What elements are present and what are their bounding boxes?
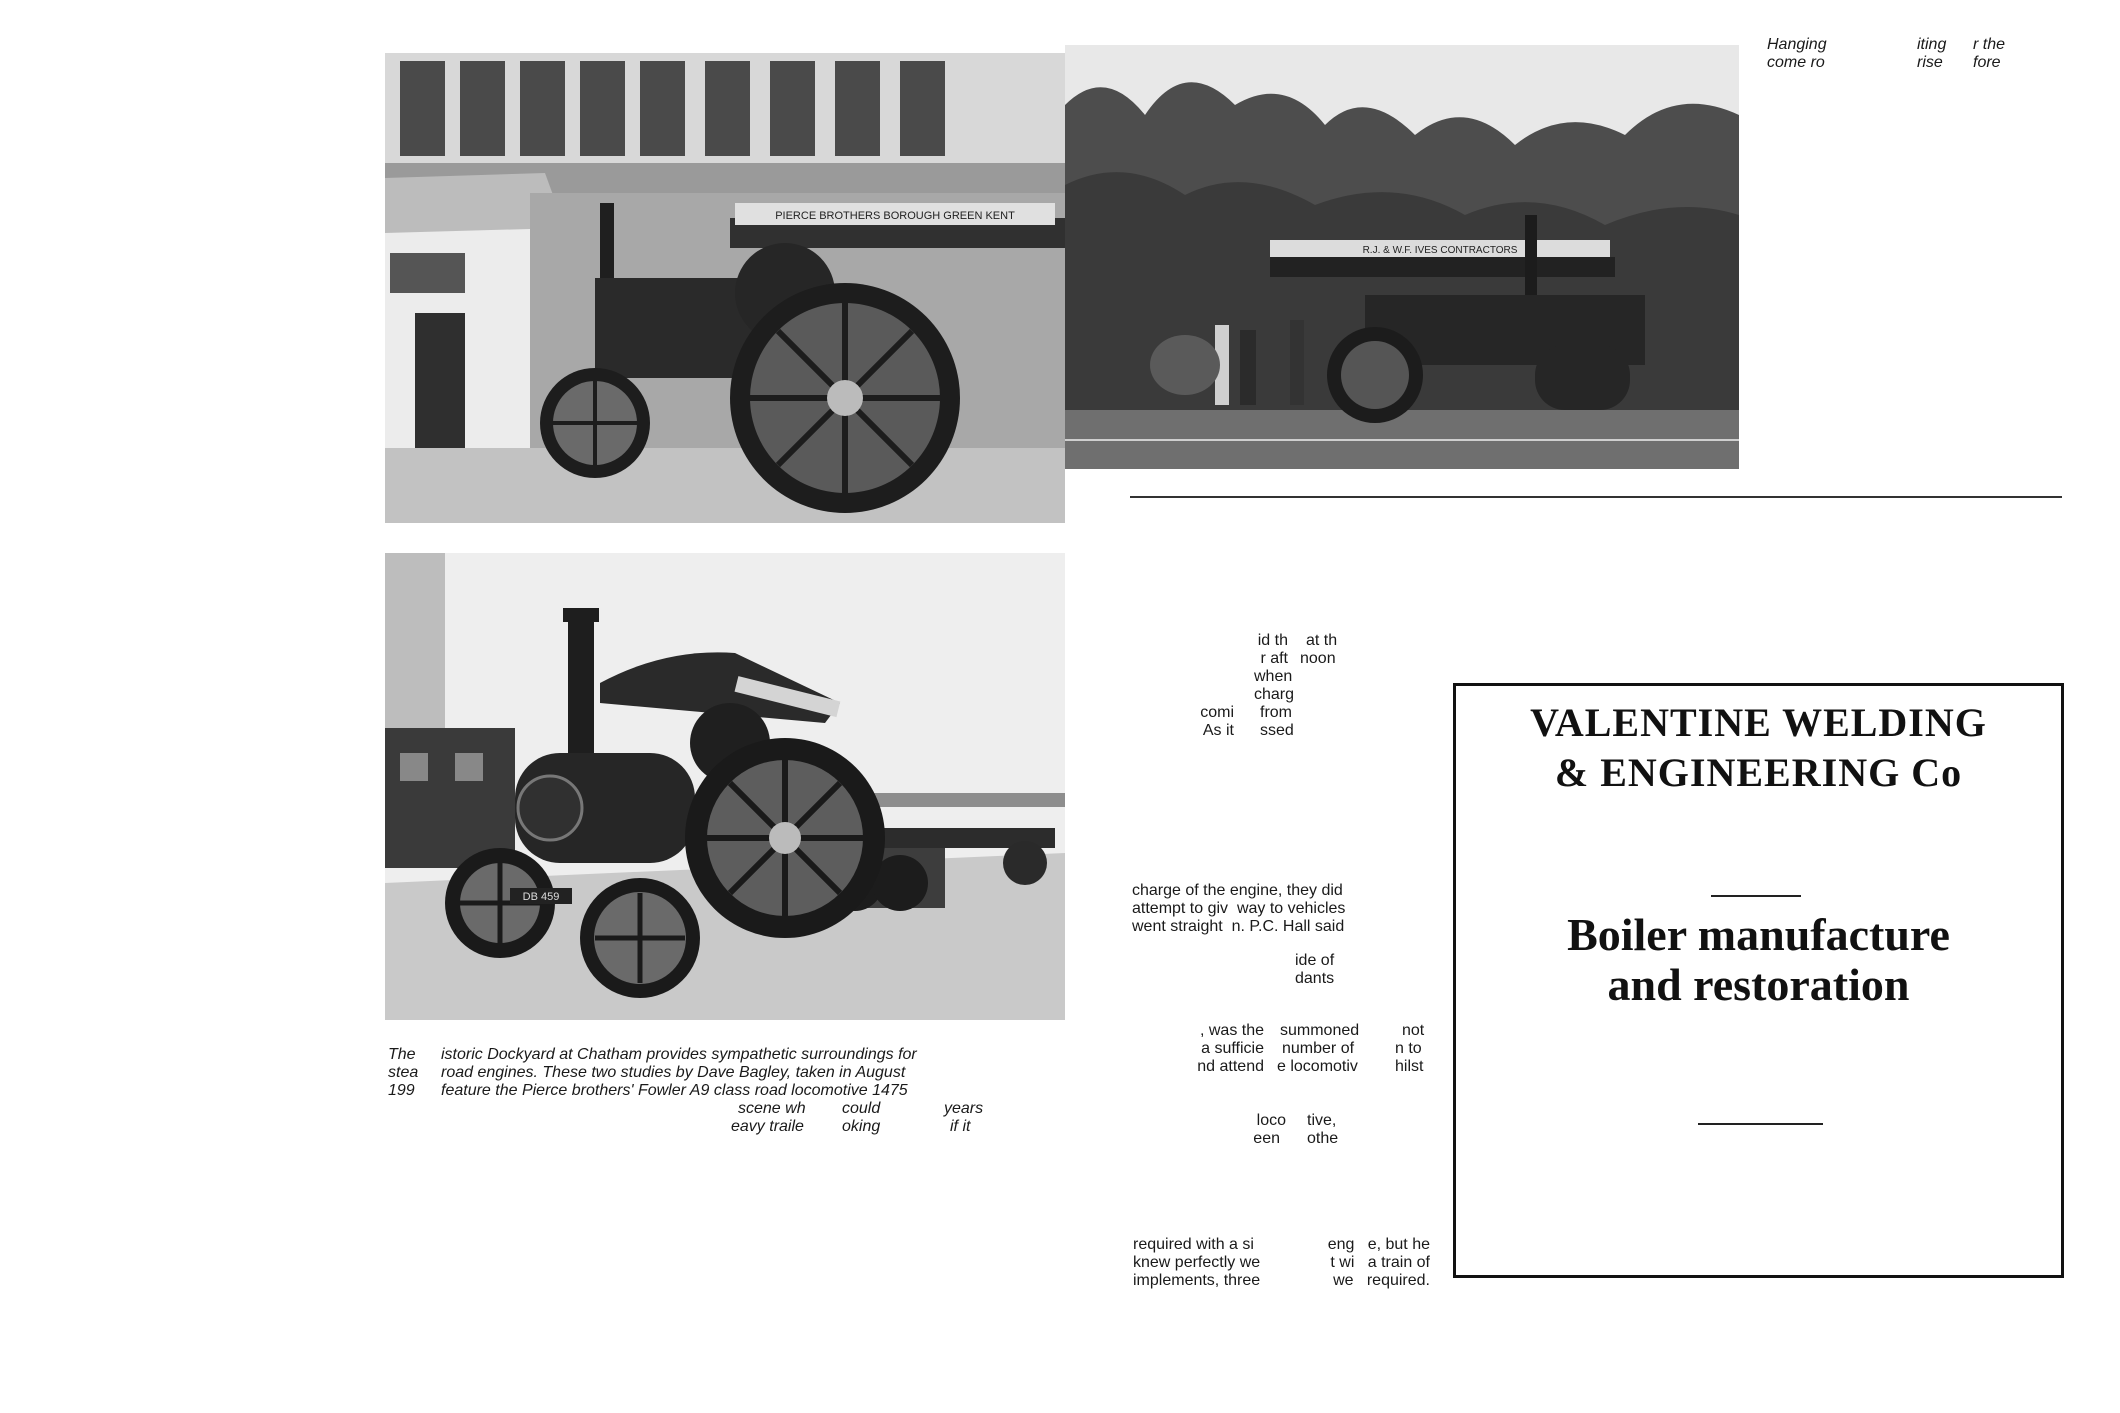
article-fragment: comi <box>1200 704 1234 721</box>
fragment-iting: iting <box>1917 36 1947 53</box>
advertiser-name-line-1: VALENTINE WELDING <box>1530 700 1987 745</box>
article-fragment: when <box>1254 668 1293 685</box>
article-fragment: required with a si <box>1133 1236 1254 1253</box>
fragment-hanging: Hanging <box>1767 36 1827 53</box>
article-fragment: nd attend <box>1197 1058 1264 1075</box>
article-fragment: n to <box>1395 1040 1422 1057</box>
svg-text:R.J. & W.F. IVES CONTRACTORS: R.J. & W.F. IVES CONTRACTORS <box>1362 245 1518 256</box>
chatham-shed-photo <box>385 53 1065 523</box>
caption-line-5-a: eavy traile <box>731 1118 804 1135</box>
advertiser-name <box>1456 698 2061 798</box>
article-fragment: noon <box>1300 650 1336 667</box>
fragment-fore: fore <box>1973 54 2001 71</box>
article-fragment: , was the <box>1199 1022 1264 1039</box>
advertiser-name-line-2: & ENGINEERING Co <box>1554 750 1963 795</box>
advert-rule-bottom <box>1698 1123 1823 1125</box>
fragment-rise: rise <box>1917 54 1943 71</box>
caption-line-4-a: scene wh <box>738 1100 806 1117</box>
article-line: attempt to giv way to vehicles <box>1132 900 1346 917</box>
article-fragment: summoned <box>1280 1022 1360 1039</box>
service-line-1: Boiler manufacture <box>1567 909 1950 960</box>
caption-line-5-b: oking <box>842 1118 881 1135</box>
article-fragment: number of <box>1282 1040 1355 1057</box>
caption-line-3-start: 199 <box>388 1082 415 1099</box>
article-fragment: knew perfectly we <box>1133 1254 1261 1271</box>
article-fragment: a sufficie <box>1201 1040 1264 1057</box>
article-fragment: we required. <box>1333 1272 1430 1289</box>
article-fragment: e locomotiv <box>1277 1058 1358 1075</box>
article-fragment: dants <box>1295 970 1335 987</box>
advertised-service <box>1456 910 2061 1010</box>
article-fragment: As it <box>1202 722 1234 739</box>
caption-line-2-start: stea <box>388 1064 419 1081</box>
caption-line-1-start: The <box>388 1046 416 1063</box>
article-line: went straight n. P.C. Hall said <box>1132 918 1345 935</box>
article-fragment: ide of <box>1295 952 1335 969</box>
article-fragment: not <box>1402 1022 1425 1039</box>
svg-text:DB 459: DB 459 <box>522 891 560 903</box>
article-fragment: from <box>1260 704 1292 721</box>
dockyard-trailer-photo <box>385 553 1065 1020</box>
article-fragment: t wi a train of <box>1330 1254 1430 1271</box>
article-fragment: r aft <box>1260 650 1288 667</box>
caption-line-4-c: years <box>944 1100 984 1117</box>
fragment-r-the: r the <box>1973 36 2006 53</box>
fragment-come-ro: come ro <box>1767 54 1825 71</box>
caption-line-5-c: if it <box>950 1118 971 1135</box>
article-fragment: othe <box>1307 1130 1339 1147</box>
roadside-roller-photo <box>1065 45 1739 469</box>
article-fragment: tive, <box>1307 1112 1337 1129</box>
article-fragment: eng e, but he <box>1327 1236 1430 1253</box>
article-fragment: loco <box>1256 1112 1286 1129</box>
article-fragment: at th <box>1306 632 1338 649</box>
svg-text:PIERCE BROTHERS BOROUGH GREEN: PIERCE BROTHERS BOROUGH GREEN KENT <box>775 210 1015 222</box>
section-divider <box>1130 496 2062 498</box>
article-line: charge of the engine, they did <box>1132 882 1343 899</box>
caption-line-4-b: could <box>842 1100 881 1117</box>
service-line-2: and restoration <box>1607 959 1910 1010</box>
article-fragment: een <box>1253 1130 1280 1147</box>
advertisement-box <box>1453 683 2064 1278</box>
article-fragment: implements, three <box>1133 1272 1261 1289</box>
caption-line-1-rest: istoric Dockyard at Chatham provides sympathetic surroundings for <box>441 1046 917 1063</box>
article-fragment: id th <box>1257 632 1288 649</box>
advert-rule-top <box>1711 895 1801 897</box>
caption-line-3-rest: feature the Pierce brothers' Fowler A9 class road locomotive 1475 <box>441 1082 908 1099</box>
article-fragment: ssed <box>1260 722 1294 739</box>
caption-line-2-rest: road engines. These two studies by Dave Bagley, taken in August <box>441 1064 906 1081</box>
article-fragment: charg <box>1254 686 1295 703</box>
article-fragment: hilst <box>1395 1058 1424 1075</box>
